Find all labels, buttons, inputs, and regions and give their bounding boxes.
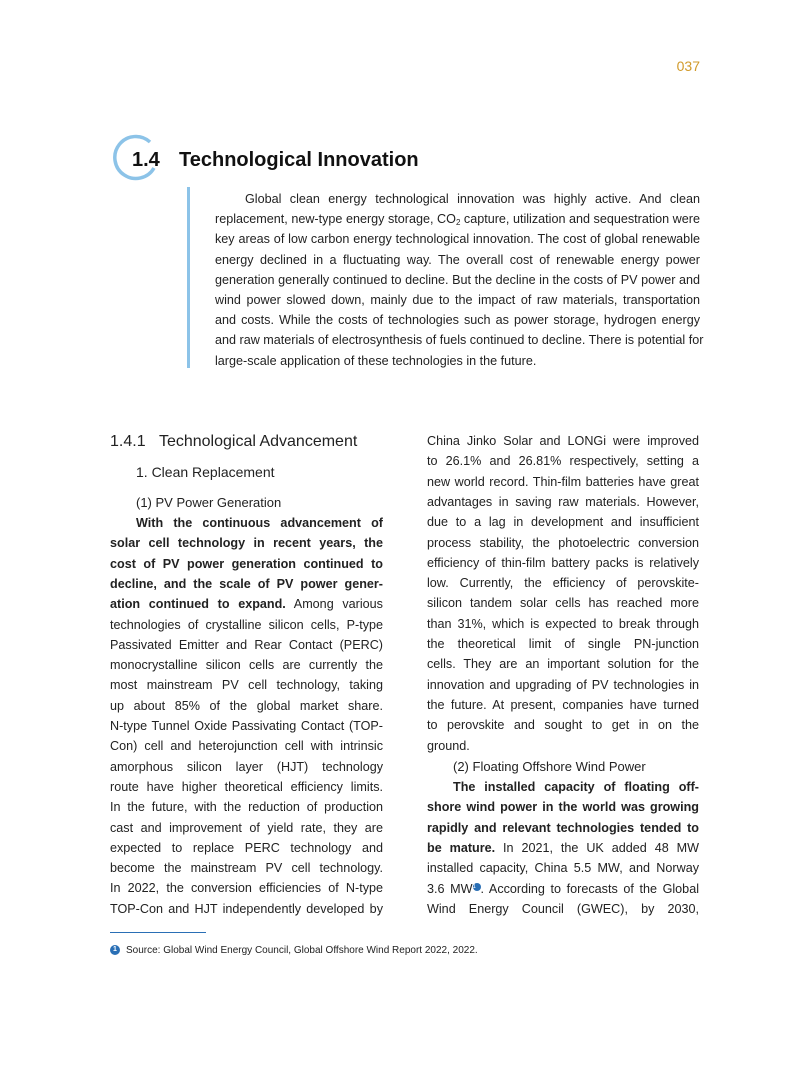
text-line: than 31%, which is expected to break through (427, 616, 699, 631)
text-line (110, 858, 383, 878)
page-number: 037 (676, 58, 700, 74)
section-title: Technological Innovation (179, 149, 419, 171)
text-line: ground. (427, 738, 470, 753)
subsection-heading (110, 433, 357, 451)
text-line (110, 615, 383, 635)
intro-line: generation generally continued to decline. But the decline in the costs of PV power and (215, 272, 700, 287)
intro-sidebar-rule (187, 187, 190, 368)
text-run: Con) cell and heterojunction cell with intrinsic (110, 739, 383, 754)
intro-line: key areas of low carbon energy technological innovation. The cost of global renewable (215, 232, 700, 247)
text-line: to 26.1% and 26.81% respectively, setting a (427, 454, 699, 469)
text-line (110, 696, 383, 716)
text-line: due to a lag in development and insufficient (427, 515, 699, 530)
text-line (110, 899, 383, 919)
text-run: rapidly and relevant technologies tended to (427, 820, 699, 835)
text-line: efficiency of thin-film battery packs is relatively (427, 555, 699, 570)
text-run: solar cell technology in recent years, the (110, 536, 383, 551)
text-line (110, 716, 383, 736)
text-run: route have higher theoretical efficiency limits. (110, 779, 383, 794)
text-run: With the continuous advancement of (136, 516, 383, 530)
text-line: China Jinko Solar and LONGi were improved (427, 434, 699, 448)
text-line (110, 797, 383, 817)
subsection-number: 1.4.1 (110, 433, 146, 450)
text-line: low. Currently, the efficiency of perovskite- (427, 576, 699, 591)
wind-heading: (2) Floating Offshore Wind Power (453, 759, 646, 774)
text-line (427, 858, 699, 878)
text-run: monocrystalline silicon cells are currently the (110, 658, 383, 673)
text-line (136, 513, 383, 533)
footnote-marker: 1 (110, 945, 120, 955)
text-line (110, 655, 383, 675)
text-line (110, 574, 383, 594)
text-run: installed capacity, China 5.5 MW, and Norway (427, 861, 699, 876)
text-line (110, 554, 383, 574)
text-run: Passivated Emitter and Rear Contact (PERC) (110, 637, 383, 652)
footnote-text: Source: Global Wind Energy Council, Global Offshore Wind Report 2022, 2022. (126, 945, 478, 956)
text-run: amorphous silicon layer (HJT) technology (110, 759, 383, 774)
text-line: innovation and upgrading of PV technologies in (427, 677, 699, 692)
text-line (110, 736, 383, 756)
text-line: the theoretical limit of single PN-junction (427, 637, 699, 651)
pv-heading: (1) PV Power Generation (136, 495, 282, 510)
text-run: . According to forecasts of the Global (480, 881, 699, 896)
text-run: In 2022, the conversion efficiencies of N-type (110, 881, 383, 896)
text-run: In 2021, the UK added 48 MW (495, 840, 699, 855)
subsubsection-heading: 1. Clean Replacement (136, 464, 275, 480)
text-run: Wind Energy Council (GWEC), by 2030, (427, 901, 699, 916)
text-line: process stability, the photoelectric conversion (427, 535, 699, 550)
text-line (427, 818, 699, 838)
footnote (110, 945, 478, 956)
text-run: 3.6 MW (427, 881, 473, 896)
text-run: ation continued to expand. (110, 597, 286, 612)
text-run: become the mainstream PV cell technology. (110, 861, 383, 876)
text-line (110, 533, 383, 553)
text-line (110, 818, 383, 838)
intro-line: replacement, new-type energy storage, $CO_2$ capture, utilization and sequestration were (215, 212, 700, 228)
text-run: decline, and the scale of PV power gener- (110, 576, 383, 591)
text-line: to perovskite and sought to get in on the (427, 718, 699, 733)
text-run: TOP-Con and HJT independently developed by (110, 901, 383, 916)
text-line (110, 838, 383, 858)
text-line (427, 838, 699, 858)
text-line: silicon tandem solar cells has reached more (427, 596, 699, 611)
footnote-rule (110, 932, 206, 933)
text-run: technologies of crystalline silicon cells, P-type (110, 617, 383, 632)
text-line: the future. At present, companies have turned (427, 697, 699, 712)
text-run: cast and improvement of yield rate, they are (110, 820, 383, 835)
section-number: 1.4 (132, 149, 160, 171)
intro-line: Global clean energy technological innovation was highly active. And clean (245, 192, 700, 206)
text-line: advantages in saving raw materials. However, (427, 494, 699, 509)
subscript-2: 2 (455, 218, 461, 228)
text-run: most mainstream PV cell technology, taking (110, 678, 383, 693)
intro-line: large-scale application of these technologies in the future. (215, 353, 537, 368)
text-line (427, 879, 699, 899)
text-line (110, 635, 383, 655)
text-line (110, 878, 383, 898)
text-run: N-type Tunnel Oxide Passivating Contact (TOP- (110, 719, 383, 733)
text-run: be mature. (427, 840, 496, 855)
text-line (110, 777, 383, 797)
text-line (110, 757, 383, 777)
text-line (453, 777, 699, 797)
text-line: cells. They are an important solution for the (427, 657, 699, 672)
text-line: new world record. Thin-film batteries have great (427, 474, 699, 489)
text-line (110, 675, 383, 695)
text-run: shore wind power in the world was growing (427, 800, 699, 815)
text-run: In the future, with the reduction of production (110, 800, 383, 815)
intro-line: and costs. While the costs of technologies such as power storage, hydrogen energy (215, 313, 700, 328)
subsection-title: Technological Advancement (158, 433, 358, 450)
text-run: expected to replace PERC technology and (110, 840, 383, 855)
text-line (427, 797, 699, 817)
text-run: Among various (285, 597, 383, 612)
intro-line: energy declined in a fluctuating way. The overall cost of renewable energy power (215, 252, 700, 267)
text-line (427, 899, 699, 919)
intro-line: wind power slowed down, mainly due to the impact of raw materials, transportation (215, 293, 700, 307)
text-run: cost of PV power generation continued to (110, 556, 383, 571)
text-run: up about 85% of the global market share. (110, 698, 383, 713)
text-line (110, 594, 383, 614)
text-run: The installed capacity of floating off- (453, 780, 699, 794)
intro-line: and raw materials of electrosynthesis of fuels continued to decline. There is potential for (215, 333, 704, 348)
footnote-ref-marker: 1 (473, 883, 481, 891)
